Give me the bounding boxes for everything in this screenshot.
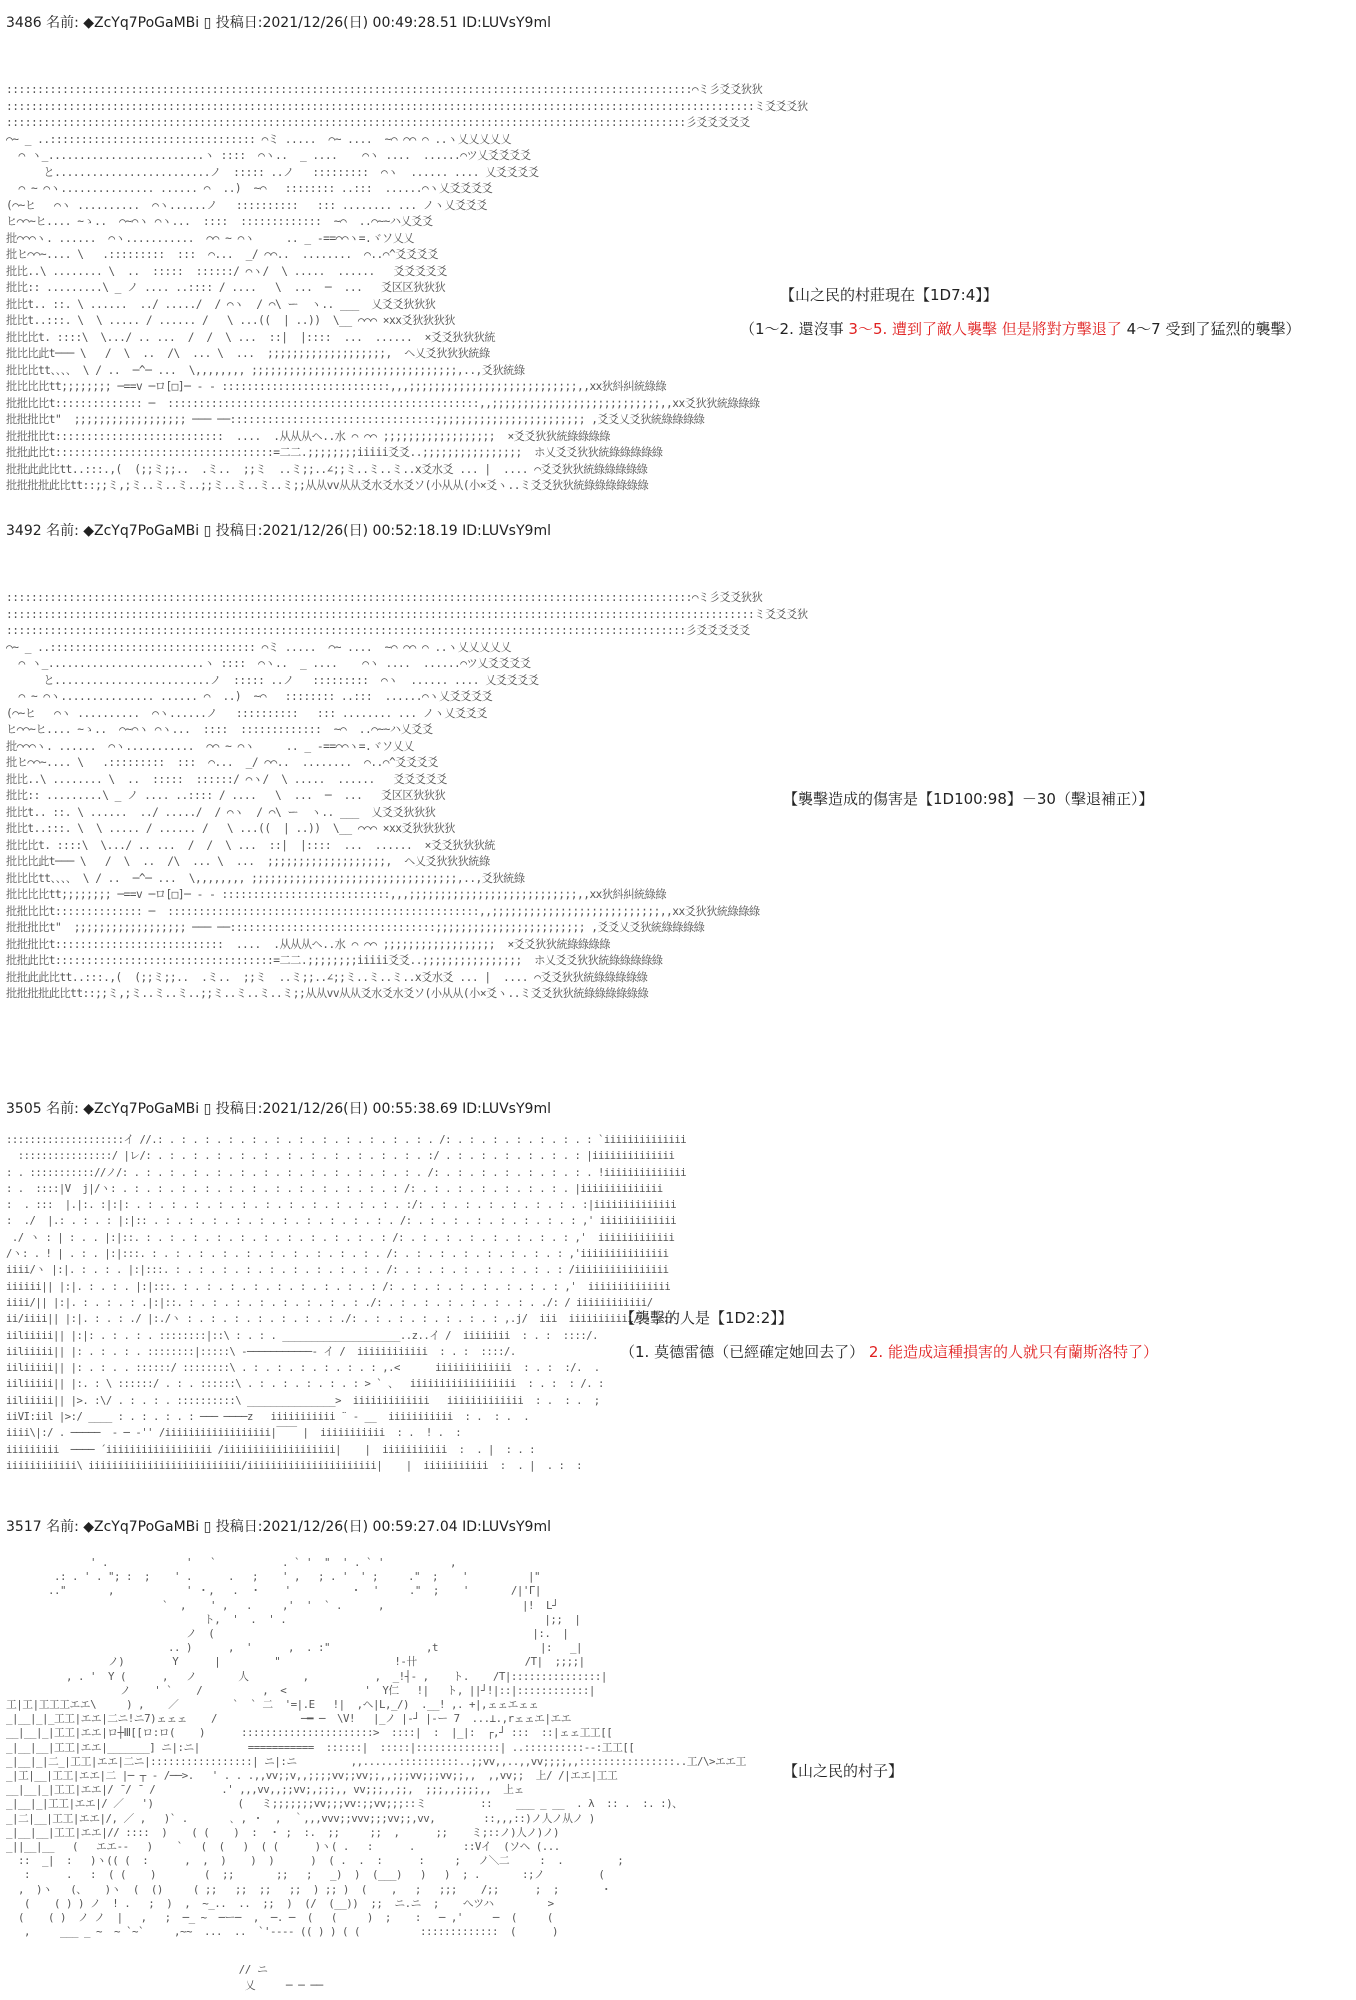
outcome-repelled: 3～5. 遭到了敵人襲擊 但是將對方擊退了 <box>848 320 1122 338</box>
ascii-art-attack-scene: ::::::::::::::::::::イ //.: . : . : . : . : . : . : . : . : . : . : . : . /: . : . : . : . : . : . : `iiiiiiiiiiiiii ::::::::::::::::/ |レ/: . : . : . : . : . : . : . : . : . : . : . : . :/ . : . : . : . : . : . : |iiiiiiiiiiiiii : . ::::::::::://ノ/: . : . : . : . : . : . : . : . : . : . : . : . : . /: . : . : . : . : . : . : . !iiiiiiiiiiiiii : . ::::|V j|/ヽ: . : . : . : . : . : . : . : . : . : . : . : . : /: . : . : . : . : . : . : . |iiiiiiiiiiiiii : . ::: |.|:. :|:|: . : . : . : . : . : . : . : . : . : . : . : . :/: . : . : . : . : . : . : . :|iiiiiiiiiiiiii : ./ |.: . : . : |:|:: . : . : . : . : . : . : . : . : . : . : . /: . : . : . : . : . : . : . : ,' iiiiiiiiiiiii ./ ヽ : | : . . |:|::. : . : . : . : . : . : . : . : . : . : . : /: . : . : . : . : . : . : . : ,' iiiiiiiiiiiii /ヽ: . ! | . : . |:|:::. : . : . : . : . : . : . : . : . : . : . /: . : . : . : . : . : . : . : ,'iiiiiiiiiiiiiii iiii/ヽ |:|. : . : . |:|:::. : . : . : . : . : . : . : . : . : . /: . : . : . : . : . : . : . : /iiiiiiiiiiiiiiii iiiiii|| |:|. : . : . |:|:::. : . : . : . : . : . : . : . : . : /: . : . : . : . : . : . : . : ,' iiiiiiiiiiiiii iiii/|| |:|. : . : . : .|:|::. : . : . : . : . : . : . : . : ./: . : . : . : . : . : . : . ./: / iiiiiiiiiiii/ ii/iiii|| |:|. : . : ./ |:./ヽ : . : . : . : . : . : . : ./: . : . : . : . : . : . : ,.j/ iii iiiiiiiiiii/ ..::/ iiliiiii|| |:|: . : . : . ::::::::|::\ : . : . ____________________..z..イ / iiiiiiii : . : ::::/. iiliiiii|| |: . : . : . ::::::::|:::::\ ‐───────────‐ イ / iiiiiiiiiiii : . : ::::/. iiliiiii|| |: . : . . ::::::/ ::::::::\ . : . : . : . : . : . : ,.< iiiiiiiiiiiii : . : :/. . iiliiiii|| |:. : \ ::::::/ . : . ::::::\ . : . : . : . : . : > ` 、 iiiiiiiiiiiiiiiiii : . : : /. : iiliiiii|| |>. :\/ . : . : . ::::::::::\ _______________> iiiiiiiiiiiii iiiiiiiiiiiii : . : . ; iiVI:iil |>:/ ____ : . : . : . : ─── ────z iiiiiiiiiii ¨ ‐ __ iiiiiiiiiii : . : . . iiii\|:/ . ───── ‐ ─ -'' /iiiiiiiiiiiiiiiiii|￣￣ | iiiiiiiiiii : . ! . : iiiiiiiii ──── ´iiiiiiiiiiiiiiiiii /iiiiiiiiiiiiiiiiiii| | iiiiiiiiiii : . | : . : iiiiiiiiiiii\ iiiiiiiiiiiiiiiiiiiiiiiiii/iiiiiiiiiiiiiiiiiiiiii| | iiiiiiiiiii : . | . : : <box>6 1134 687 1472</box>
ascii-art-mountain-village: ::::::::::::::::::::::::::::::::::::::::::::::::::::::::::::::::::::::::::::::::::::::::::::::::::::::::::::::⌒ミ彡爻爻狄狄 ::::::::::::::::::::::::::::::::::::::::::::::::::::::::::::::::::::::::::::::::::::::::::::::::::::::::::::::::::::::::ミ爻爻爻狄 :::::::::::::::::::::::::::::::::::::::::::::::::::::::::::::::::::::::::::::::::::::::::::::::::::::::::::::彡爻爻爻爻爻 ⌒~ _ ..::::::::::::::::::::::::::::::::: ⌒ミ ..... ⌒~ .... ~⌒ ⌒⌒ ⌒ ..ヽ乂乂乂乂乂 ⌒ ヽ_.........................ヽ :::: ⌒ヽ.. _ .... ⌒ヽ .... ......⌒ツ乂爻爻爻爻 と.........................ノ ::::: ..ノ ::::::::: ⌒ヽ ...... .... 乂爻爻爻爻 ⌒ ~ ⌒ヽ............... ...... ⌒ ..) ~⌒ :::::::: ..::: ......⌒ヽ乂爻爻爻爻 (⌒~ヒ ⌒ヽ .......... ⌒ヽ......ノ :::::::::: ::: ........ ... ノヽ乂爻爻爻 ヒ⌒⌒~ヒ.... ~ゝ.. ⌒~⌒ヽ ⌒ヽ... :::: ::::::::::::: ~⌒ ..⌒~~ハ乂爻爻 批⌒⌒⌒ヽ. ...... ⌒ヽ........... ⌒⌒ ~ ⌒ヽ .. _ -==⌒⌒ヽ=.ヾソ乂乂 批ヒ⌒⌒~.... \ .::::::::: ::: ⌒... _/ ⌒⌒.. ........ ⌒..⌒^爻爻爻爻 批比..\ ........ \ .. ::::: ::::::/ ⌒ヽ/ \ ..... ...... 爻爻爻爻爻 批比:: .........\ _ ノ .... ..:::: / .... \ ... ─ ... 爻区区狄狄狄 批比t.. ::. \ ...... ../ ...../ / ⌒ヽ / ⌒\ ー ヽ.. ___ 乂爻爻狄狄狄 批比t..:::. \ \ ..... / ...... / \ ...(( | ..)) \__ ⌒⌒⌒ ×xx爻狄狄狄狄 批比比t. ::::\ \.../ .. ... / / \ ... ::| |:::: ... ...... ×爻爻狄狄狄統 批比比此t─── \ / \ .. /\ ... \ ... ;;;;;;;;;;;;;;;;;;;, ヘ乂爻狄狄狄統綠 批比比tt、、、、 \ / .. ─^─ ... \,,,,,,,, ;;;;;;;;;;;;;;;;;;;;;;;;;;;;;;;;;,..,爻狄統綠 批比比比tt;;;;;;;; ─==v ─ロ[□]─ ‐ ‐ :::::::::::::::::::::::::::,,,;;;;;;;;;;;;;;;;;;;;;;;;;;;,,xx狄紏糾統綠綠 批批比比t:::::::::::::: ─ ::::::::::::::::::::::::::::::::::::::::::::::::::,,;;;;;;;;;;;;;;;;;;;;;;;;;;;,,xx爻狄狄統綠綠綠 批批批比t" ;;;;;;;;;;;;;;;;;; ─── ──:::::::::::::::::::::::::::::::::;;;;;;;;;;;;;;;;;;;;;;;; ,爻爻乂爻狄統綠綠綠綠 批批批比t::::::::::::::::::::::::::: .... .从从从ヘ..水 ⌒ ⌒⌒ ;;;;;;;;;;;;;;;;;; ×爻爻狄狄統綠綠綠綠 批批此比t:::::::::::::::::::::::::::::::::::=二二.;;;;;;;;iiiii爻爻..;;;;;;;;;;;;;;;; ホ乂爻爻狄狄統綠綠綠綠綠 批批此此比tt..:::.,( (;;ミ;;.. .ミ.. ;;ミ ..ミ;;..∠;;ミ..ミ..ミ..x爻水爻 ... | .... ⌒爻爻狄狄統綠綠綠綠綠 批批批批此比tt::;;ミ,;ミ..ミ..ミ..;;ミ..ミ..ミ..ミ;;从从vv从从爻水爻水爻ソ(小从从(小×爻ヽ..ミ爻爻狄狄統綠綠綠綠綠綠 <box>6 83 808 492</box>
post-header-3505: 3505 名前: ◆ZcYq7PoGaMBi ▯ 投稿日:2021/12/26(日) 00:55:38.69 ID:LUVsY9ml <box>6 1101 551 1117</box>
post-header-3517: 3517 名前: ◆ZcYq7PoGaMBi ▯ 投稿日:2021/12/26(日) 00:59:27.04 ID:LUVsY9ml <box>6 1519 551 1535</box>
attacker-roll: 【襲擊的人是【1D2:2】】 <box>620 1309 793 1327</box>
post-header-3492: 3492 名前: ◆ZcYq7PoGaMBi ▯ 投稿日:2021/12/26(日) 00:52:18.19 ID:LUVsY9ml <box>6 523 551 539</box>
attacker-lancelot: 2. 能造成這種損害的人就只有蘭斯洛特了） <box>868 1343 1158 1361</box>
outcome-safe: （1～2. 還沒事 <box>740 320 844 338</box>
village-status-roll: 【山之民的村莊現在【1D7:4】】 <box>780 286 998 304</box>
post-header-3486: 3486 名前: ◆ZcYq7PoGaMBi ▯ 投稿日:2021/12/26(日) 00:49:28.51 ID:LUVsY9ml <box>6 15 551 31</box>
attacker-mordred: （1. 莫德雷德（已經確定她回去了） <box>620 1343 865 1361</box>
damage-roll: 【襲擊造成的傷害是【1D100:98】－30（擊退補正）】 <box>783 790 1154 808</box>
ascii-art-mountain-village-2: ::::::::::::::::::::::::::::::::::::::::::::::::::::::::::::::::::::::::::::::::::::::::::::::::::::::::::::::⌒ミ彡爻爻狄狄 ::::::::::::::::::::::::::::::::::::::::::::::::::::::::::::::::::::::::::::::::::::::::::::::::::::::::::::::::::::::::ミ爻爻爻狄 :::::::::::::::::::::::::::::::::::::::::::::::::::::::::::::::::::::::::::::::::::::::::::::::::::::::::::::彡爻爻爻爻爻 ⌒~ _ ..::::::::::::::::::::::::::::::::: ⌒ミ ..... ⌒~ .... ~⌒ ⌒⌒ ⌒ ..ヽ乂乂乂乂乂 ⌒ ヽ_.........................ヽ :::: ⌒ヽ.. _ .... ⌒ヽ .... ......⌒ツ乂爻爻爻爻 と.........................ノ ::::: ..ノ ::::::::: ⌒ヽ ...... .... 乂爻爻爻爻 ⌒ ~ ⌒ヽ............... ...... ⌒ ..) ~⌒ :::::::: ..::: ......⌒ヽ乂爻爻爻爻 (⌒~ヒ ⌒ヽ .......... ⌒ヽ......ノ :::::::::: ::: ........ ... ノヽ乂爻爻爻 ヒ⌒⌒~ヒ.... ~ゝ.. ⌒~⌒ヽ ⌒ヽ... :::: ::::::::::::: ~⌒ ..⌒~~ハ乂爻爻 批⌒⌒⌒ヽ. ...... ⌒ヽ........... ⌒⌒ ~ ⌒ヽ .. _ -==⌒⌒ヽ=.ヾソ乂乂 批ヒ⌒⌒~.... \ .::::::::: ::: ⌒... _/ ⌒⌒.. ........ ⌒..⌒^爻爻爻爻 批比..\ ........ \ .. ::::: ::::::/ ⌒ヽ/ \ ..... ...... 爻爻爻爻爻 批比:: .........\ _ ノ .... ..:::: / .... \ ... ─ ... 爻区区狄狄狄 批比t.. ::. \ ...... ../ ...../ / ⌒ヽ / ⌒\ ー ヽ.. ___ 乂爻爻狄狄狄 批比t..:::. \ \ ..... / ...... / \ ...(( | ..)) \__ ⌒⌒⌒ ×xx爻狄狄狄狄 批比比t. ::::\ \.../ .. ... / / \ ... ::| |:::: ... ...... ×爻爻狄狄狄統 批比比此t─── \ / \ .. /\ ... \ ... ;;;;;;;;;;;;;;;;;;;, ヘ乂爻狄狄狄統綠 批比比tt、、、、 \ / .. ─^─ ... \,,,,,,,, ;;;;;;;;;;;;;;;;;;;;;;;;;;;;;;;;;,..,爻狄統綠 批比比比tt;;;;;;;; ─==v ─ロ[□]─ ‐ ‐ :::::::::::::::::::::::::::,,,;;;;;;;;;;;;;;;;;;;;;;;;;;;,,xx狄紏糾統綠綠 批批比比t:::::::::::::: ─ ::::::::::::::::::::::::::::::::::::::::::::::::::,,;;;;;;;;;;;;;;;;;;;;;;;;;;;,,xx爻狄狄統綠綠綠 批批批比t" ;;;;;;;;;;;;;;;;;; ─── ──:::::::::::::::::::::::::::::::::;;;;;;;;;;;;;;;;;;;;;;;; ,爻爻乂爻狄統綠綠綠綠 批批批比t::::::::::::::::::::::::::: .... .从从从ヘ..水 ⌒ ⌒⌒ ;;;;;;;;;;;;;;;;;; ×爻爻狄狄統綠綠綠綠 批批此比t:::::::::::::::::::::::::::::::::::=二二.;;;;;;;;iiiii爻爻..;;;;;;;;;;;;;;;; ホ乂爻爻狄狄統綠綠綠綠綠 批批此此比tt..:::.,( (;;ミ;;.. .ミ.. ;;ミ ..ミ;;..∠;;ミ..ミ..ミ..x爻水爻 ... | .... ⌒爻爻狄狄統綠綠綠綠綠 批批批批此比tt::;;ミ,;ミ..ミ..ミ..;;ミ..ミ..ミ..ミ;;从从vv从从爻水爻水爻ソ(小从从(小×爻ヽ..ミ爻爻狄狄統綠綠綠綠綠綠 <box>6 591 808 1000</box>
village-status-outcomes <box>740 318 1300 339</box>
attacker-outcomes <box>620 1341 1158 1362</box>
outcome-severe: 4～7 受到了猛烈的襲擊） <box>1126 320 1301 338</box>
ascii-art-burned-village: ' . ' ` . ` ' " ' . ` ' , .: . ' . "; : ; ' . . ; ' , ; . ' ' ; ." ; ' |" .." , ' ・, . ・ ' ・ ' ." ; ' /|'Γ| ` , ' , . ,' ' ` . , |! L┘ ト, ' . ' . |;; | ノ ( |:. | .. ) , ' , . :" ,t |: _| ノ) Y | " !‐卄 /T| ;;;;| , . ' Y ( , ノ 人 , , _!┤- , ト. /T|:::::::::::::::| ノ ' ` / , < ' Y仁 !| ト, ||┘!|::|::::::::::::| 工|工|工工工エエ\ ) , ／ ` ` 二 '=|.E !| ,ヘ|L,_/) .__! ,. +|,ェェエェェ _|__|_|_工工|エエ|二ニ!ニ7)ェェェ / ─━ ─ \V! |_ノ |‐┘ |‐ー 7 ...⊥.,rェェエ|エエ __|__|_|工工|エエ|ロ┼Ⅲ[[ロ:ロ( ) ::::::::::::::::::::::> ::::| : |_|: ┌,┘ ::: ::|ェェ工工[[ _|__|__|工工|エエ|_______] ニ|:ニ| =========== ::::::| :::::|::::::::::::::| ..::::::::::-‐:工工[[ _|__|_|二_|工工|エエ|二ニ|:::::::::::::::::| ニ|:ニ ,,......::::::::::..;;vv,,..,,vv;;;;,,::::::::::::::::..工/\>エエ工 _|工|__|工工|エエ|二 |─ ┬ ‐ /──>. ' . . .,,vv;;v,,;;;;vv;;vv;;,,;;;vv;;;vv;;,, ,,vv;; 上/ /|エエ|工工 __|__|_|工工|エエ|/ ̄ / ̄ / .' ,,,vv,,;;vv;,;;;,, vv;;;,,;;, ;;;,,;;;;,, 上ェ _|__|_|工工|エエ|/ ／ ') ( ミ;;;;;;;vv;;;vv:;;vv;;;::ミ :: ___ _ __ . λ :: . :. :)、 _|二|__|工工|エエ|/, ／ , )` . ､ , ・ , ｀,,,vvv;;vvv;;;vv;;,vv, ::,,,::)ノ人ノ从ノ ) _|__|__|工工|エエ|// :::: ) ( ( ) : ・ ; :. ;; ;; , ;; ミ;::ノ)人ノ)ノ) _||__|__ ( エエ-- ) ` ( ( ) ( ( )ヽ( . : . ::Vイ (ソヘ (... :: _| : )ヽ(( ( : , , ) ) ) ) ( . . : : ; ノ＼二 : . ; : . : ( ( ) ( ;; ;; ; _) ) (___) ) ) ; . :;ノ ( , )ヽ (、 )ヽ ( () ( ;; ;; ;; ;; ) ;; ) ( , ; ;;; /;; ; ; ・ ( ( ) ) ノ ! . ; ) , ~_.. .. ;; ) (/ (__)) ;; ニ.ニ ; へツハ > ( ( ) ノ ノ | , ; ─_ ~ ─ー─ , ─. ─ ( ( ) ; : ─ ,' ─ ( ( , ___ _ ~ ~ `~` ,~~ ... .. `'---- (( ) ) ( ( ::::::::::::: ( ) <box>6 1556 746 1939</box>
village-label: 【山之民的村子】 <box>783 1762 904 1780</box>
ascii-art-partial: // ニ 乂 ─ ─ ── <box>238 1963 323 1992</box>
